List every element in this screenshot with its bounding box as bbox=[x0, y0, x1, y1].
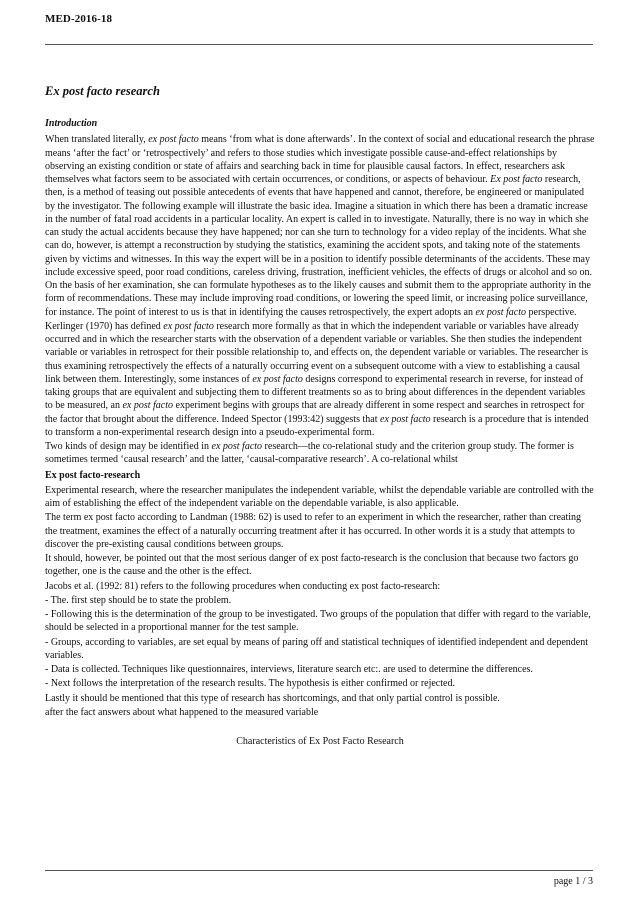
section-paragraph: The term ex post facto according to Landman (1988: 62) is used to refer to an experiment in which the researcher, rather than creating the treatment, examines the effect of a naturally occurring treatment after it has occurred. In other words it is a study that attempts to discover the pre-existing causal conditions between groups. bbox=[45, 512, 582, 550]
section-paragraph: It should, however, be pointed out that the most serious danger of ex post facto-research is the conclusion that because two factors go together, one is the cause and the other is the effect. bbox=[45, 553, 579, 578]
document-body bbox=[45, 117, 595, 748]
procedure-step: - Groups, according to variables, are set equal by means of paring off and statistical techniques of identified independent and dependent variables. bbox=[45, 636, 588, 661]
procedure-step: - Next follows the interpretation of the research results. The hypothesis is either confirmed or rejected. bbox=[45, 678, 455, 690]
document-id: MED-2016-18 bbox=[45, 13, 113, 25]
procedure-step: - The. first step should be to state the problem. bbox=[45, 594, 232, 606]
header-divider bbox=[45, 44, 593, 45]
section-paragraph: Jacobs et al. (1992: 81) refers to the following procedures when conducting ex post facto-research: bbox=[45, 580, 441, 592]
intro-heading: Introduction bbox=[45, 118, 98, 129]
intro-paragraph-2: Kerlinger (1970) has defined ex post facto research more formally as that in which the independent variable or variables have already occurred and in which the researcher starts with the observation of a dependent variable or variables. She then studies the independent variable or variables in retrospect for their possible relationship to, and effects on, the dependent variable or variables. The researcher is thus examining retrospectively the effects of a naturally occurring event on a subsequent outcome with a view to establishing a causal link between them. Interestingly, some instances of ex post facto designs correspond to experimental research in reverse, for instead of taking groups that are equivalent and subjecting them to different treatments so as to bring about differences in the dependent variables to be measured, an ex post facto experiment begins with groups that are already different in some respect and searches in retrospect for the factor that brought about the difference. Indeed Spector (1993:42) suggests that ex post facto research is a procedure that is intended to transform a non-experimental research design into a pseudo-experimental form. bbox=[45, 320, 589, 438]
section-heading: Ex post facto-research bbox=[45, 469, 141, 481]
procedure-step: - Following this is the determination of the group to be investigated. Two groups of the population that differ with regard to the variable, should be selected in a proportional manner for the test sample. bbox=[45, 609, 591, 634]
figure-caption: Characteristics of Ex Post Facto Research bbox=[236, 736, 404, 747]
intro-paragraph-1: When translated literally, ex post facto means ‘from what is done afterwards’. In the context of social and educational research the phrase means ‘after the fact’ or ‘retrospectively’ and refers to those studies which investigate possible cause-and-effect relationships by observing an existing condition or state of affairs and searching back in time for plausible causal factors. In effect, researchers ask themselves what factors seem to be associated with certain occurrences, or conditions, or aspects of behaviour. Ex post facto research, then, is a method of teasing out possible antecedents of events that have happened and cannot, therefore, be engineered or manipulated by the investigator. The following example will illustrate the basic idea. Imagine a situation in which there has been a dramatic increase in the number of fatal road accidents in a particular locality. An expert is called in to investigate. Naturally, there is no way in which she can study the actual accidents because they have happened; nor can she turn to technology for a video replay of the incidents. What she can do, however, is attempt a reconstruction by studying the statistics, examining the accident spots, and taking note of the statements given by victims and witnesses. In this way the expert will be in a position to identify possible determinants of the accidents. These may include excessive speed, poor road conditions, careless driving, frustration, inefficient vehicles, the effects of drugs or alcohol and so on. On the basis of her examination, she can formulate hypotheses as to the likely causes and submit them to the appropriate authority in the form of recommendations. These may include improving road conditions, or lowering the speed limit, or increasing police surveillance, for instance. The point of interest to us is that in identifying the causes retrospectively, the expert adopts an ex post facto perspective. bbox=[45, 134, 595, 318]
page-number: page 1 / 3 bbox=[553, 876, 593, 887]
intro-paragraph-3: Two kinds of design may be identified in ex post facto research—the co-relational study and the criterion group study. The former is sometimes termed ‘causal research’ and the latter, ‘causal-comparative research’. A co-relational whilst bbox=[45, 441, 574, 466]
procedure-step: - Data is collected. Techniques like questionnaires, interviews, literature search etc:. are used to determine the differences. bbox=[45, 664, 533, 675]
section-paragraph: Experimental research, where the researcher manipulates the independent variable, whilst the dependable variable are controlled with the aim of establishing the effect of the independent variable on the dependable variable, is also applicable. bbox=[45, 484, 594, 509]
section-paragraph: Lastly it should be mentioned that this type of research has shortcomings, and that only partial control is possible. bbox=[45, 692, 500, 704]
footer-divider bbox=[45, 870, 593, 871]
section-paragraph: after the fact answers about what happened to the measured variable bbox=[45, 706, 319, 718]
page-title: Ex post facto research bbox=[45, 84, 160, 98]
